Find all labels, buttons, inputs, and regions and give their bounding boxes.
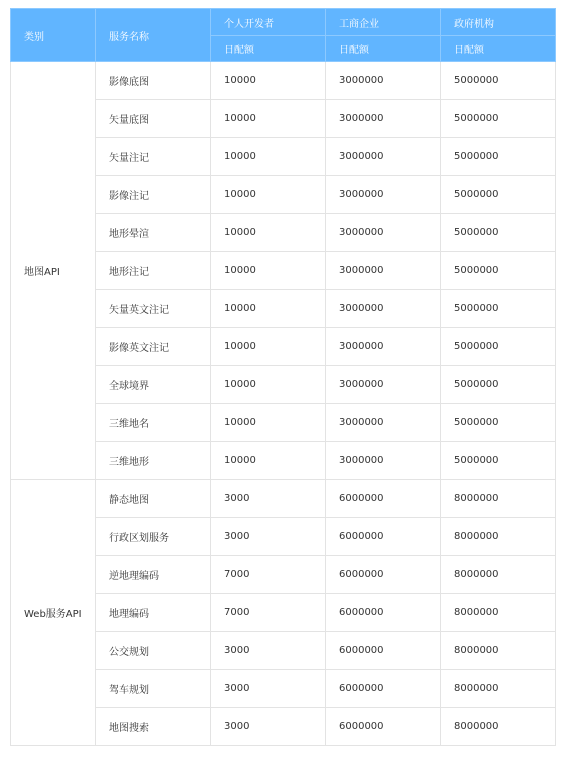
- service-name-cell: 矢量底图: [96, 100, 211, 138]
- quota-cell-personal: 3000: [211, 632, 326, 670]
- quota-cell-government: 8000000: [441, 518, 556, 556]
- quota-cell-personal: 3000: [211, 518, 326, 556]
- service-name-cell: 逆地理编码: [96, 556, 211, 594]
- header-daily-quota: 日配额: [211, 36, 326, 62]
- quota-cell-government: 5000000: [441, 290, 556, 328]
- service-name-cell: 矢量英文注记: [96, 290, 211, 328]
- service-name-cell: 地理编码: [96, 594, 211, 632]
- quota-cell-personal: 10000: [211, 176, 326, 214]
- header-group-government: 政府机构: [441, 9, 556, 36]
- quota-cell-personal: 10000: [211, 442, 326, 480]
- quota-cell-personal: 10000: [211, 62, 326, 100]
- service-name-cell: 地形晕渲: [96, 214, 211, 252]
- service-name-cell: 驾车规划: [96, 670, 211, 708]
- quota-cell-government: 5000000: [441, 62, 556, 100]
- header-group-enterprise: 工商企业: [326, 9, 441, 36]
- header-daily-quota: 日配额: [441, 36, 556, 62]
- quota-cell-government: 5000000: [441, 366, 556, 404]
- quota-cell-personal: 7000: [211, 556, 326, 594]
- quota-cell-enterprise: 3000000: [326, 404, 441, 442]
- quota-cell-government: 8000000: [441, 556, 556, 594]
- quota-cell-enterprise: 3000000: [326, 290, 441, 328]
- header-service: 服务名称: [96, 9, 211, 62]
- quota-cell-personal: 10000: [211, 100, 326, 138]
- service-name-cell: 静态地图: [96, 480, 211, 518]
- quota-cell-personal: 3000: [211, 670, 326, 708]
- quota-cell-personal: 10000: [211, 290, 326, 328]
- quota-cell-enterprise: 6000000: [326, 480, 441, 518]
- header-category: 类别: [11, 9, 96, 62]
- table-header: [11, 9, 556, 62]
- quota-table: [10, 8, 556, 746]
- service-name-cell: 三维地名: [96, 404, 211, 442]
- quota-cell-enterprise: 3000000: [326, 100, 441, 138]
- quota-cell-enterprise: 3000000: [326, 328, 441, 366]
- quota-cell-government: 5000000: [441, 252, 556, 290]
- quota-cell-personal: 3000: [211, 708, 326, 746]
- service-name-cell: 影像注记: [96, 176, 211, 214]
- quota-cell-personal: 10000: [211, 138, 326, 176]
- quota-cell-government: 5000000: [441, 100, 556, 138]
- header-group-personal: 个人开发者: [211, 9, 326, 36]
- service-name-cell: 三维地形: [96, 442, 211, 480]
- quota-cell-enterprise: 3000000: [326, 62, 441, 100]
- category-cell: Web服务API: [11, 480, 96, 746]
- table-row: [11, 62, 556, 100]
- quota-cell-personal: 10000: [211, 328, 326, 366]
- quota-cell-government: 5000000: [441, 404, 556, 442]
- quota-cell-personal: 10000: [211, 214, 326, 252]
- quota-cell-government: 8000000: [441, 632, 556, 670]
- quota-cell-government: 5000000: [441, 176, 556, 214]
- service-name-cell: 公交规划: [96, 632, 211, 670]
- table-row: [11, 480, 556, 518]
- quota-cell-enterprise: 3000000: [326, 252, 441, 290]
- quota-cell-enterprise: 6000000: [326, 594, 441, 632]
- header-daily-quota: 日配额: [326, 36, 441, 62]
- service-name-cell: 矢量注记: [96, 138, 211, 176]
- header-row-groups: [11, 9, 556, 36]
- table-body: [11, 62, 556, 746]
- quota-cell-enterprise: 3000000: [326, 214, 441, 252]
- quota-cell-personal: 10000: [211, 252, 326, 290]
- quota-cell-enterprise: 6000000: [326, 708, 441, 746]
- quota-cell-enterprise: 3000000: [326, 366, 441, 404]
- service-name-cell: 地形注记: [96, 252, 211, 290]
- service-name-cell: 影像底图: [96, 62, 211, 100]
- quota-cell-enterprise: 6000000: [326, 556, 441, 594]
- quota-cell-government: 8000000: [441, 708, 556, 746]
- quota-cell-enterprise: 3000000: [326, 176, 441, 214]
- quota-cell-government: 8000000: [441, 594, 556, 632]
- quota-cell-government: 5000000: [441, 442, 556, 480]
- quota-cell-personal: 7000: [211, 594, 326, 632]
- quota-cell-personal: 10000: [211, 404, 326, 442]
- quota-cell-enterprise: 3000000: [326, 138, 441, 176]
- quota-cell-government: 5000000: [441, 214, 556, 252]
- quota-cell-enterprise: 3000000: [326, 442, 441, 480]
- service-name-cell: 行政区划服务: [96, 518, 211, 556]
- quota-cell-government: 8000000: [441, 670, 556, 708]
- quota-cell-enterprise: 6000000: [326, 670, 441, 708]
- quota-cell-government: 5000000: [441, 138, 556, 176]
- category-cell: 地图API: [11, 62, 96, 480]
- quota-cell-government: 8000000: [441, 480, 556, 518]
- quota-cell-government: 5000000: [441, 328, 556, 366]
- service-name-cell: 全球境界: [96, 366, 211, 404]
- service-name-cell: 影像英文注记: [96, 328, 211, 366]
- quota-cell-enterprise: 6000000: [326, 632, 441, 670]
- quota-cell-personal: 10000: [211, 366, 326, 404]
- quota-cell-enterprise: 6000000: [326, 518, 441, 556]
- quota-cell-personal: 3000: [211, 480, 326, 518]
- service-name-cell: 地图搜索: [96, 708, 211, 746]
